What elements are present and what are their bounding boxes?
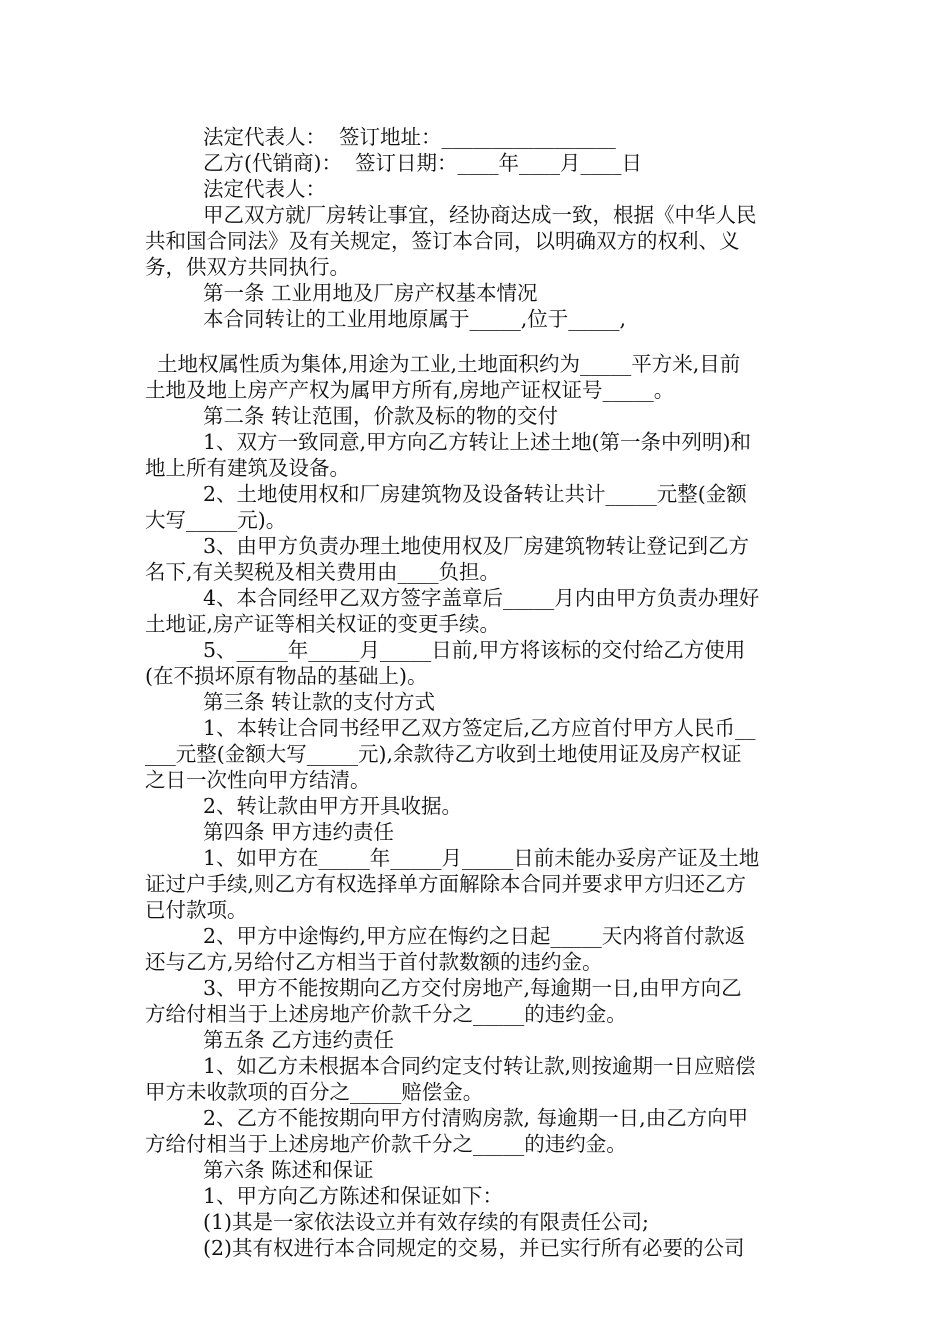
- article-2-item-2-cont: 大写_____元)。: [145, 508, 287, 532]
- article-2-item-4: 4、本合同经甲乙双方签字盖章后_____月内由甲方负责办理好: [203, 586, 760, 610]
- article-3-item-1-cont: ___元整(金额大写_____元),余款待乙方收到土地使用证及房产权证: [145, 742, 742, 766]
- article-2-heading: 第二条 转让范围，价款及标的物的交付: [203, 404, 559, 428]
- article-3-item-1: 1、本转让合同书经甲乙双方签定后,乙方应首付甲方人民币__: [203, 716, 756, 740]
- article-4-item-3-cont: 方给付相当于上述房地产价款千分之_____的违约金。: [145, 1002, 627, 1026]
- article-4-item-3: 3、甲方不能按期向乙方交付房地产,每逾期一日,由甲方向乙: [203, 976, 742, 1000]
- article-1-line: 本合同转让的工业用地原属于_____,位于_____,: [203, 307, 627, 331]
- article-2-item-1: 1、双方一致同意,甲方向乙方转让上述土地(第一条中列明)和: [203, 430, 752, 454]
- article-6-item-1: 1、甲方向乙方陈述和保证如下：: [203, 1184, 504, 1208]
- article-6-subitem-2: (2)其有权进行本合同规定的交易，并已实行所有必要的公司: [203, 1236, 745, 1260]
- article-2-item-4-cont: 土地证,房产证等相关权证的变更手续。: [145, 612, 501, 636]
- article-4-item-2: 2、甲方中途悔约,甲方应在悔约之日起_____天内将首付款返: [203, 924, 746, 948]
- article-4-item-1-cont: 已付款项。: [145, 898, 248, 922]
- article-3-heading: 第三条 转让款的支付方式: [203, 690, 436, 714]
- intro-paragraph-line: 甲乙双方就厂房转让事宜，经协商达成一致，根据《中华人民: [203, 203, 757, 227]
- article-4-item-2-cont: 还与乙方,另给付乙方相当于首付款数额的违约金。: [145, 950, 603, 974]
- article-2-item-2: 2、土地使用权和厂房建筑物及设备转让共计_____元整(金额: [203, 482, 747, 506]
- article-2-item-5: 5、_____年_____月_____日前,甲方将该标的交付给乙方使用: [203, 638, 746, 662]
- article-4-item-1-cont: 证过户手续,则乙方有权选择单方面解除本合同并要求甲方归还乙方: [145, 872, 747, 896]
- article-6-subitem-1: (1)其是一家依法设立并有效存续的有限责任公司;: [203, 1210, 649, 1234]
- signer-a-rep-line: 法定代表人： 签订地址：_________________: [203, 125, 616, 149]
- article-5-item-1-cont: 甲方未收款项的百分之_____赔偿金。: [145, 1080, 484, 1104]
- article-5-item-1: 1、如乙方未根据本合同约定支付转让款,则按逾期一日应赔偿: [203, 1054, 756, 1078]
- intro-paragraph-line: 务，供双方共同执行。: [145, 255, 350, 279]
- article-2-item-5-cont: (在不损坏原有物品的基础上)。: [145, 664, 428, 688]
- article-1-heading: 第一条 工业用地及厂房产权基本情况: [203, 281, 538, 305]
- article-4-item-1: 1、如甲方在_____年_____月_____日前未能办妥房产证及土地: [203, 846, 760, 870]
- article-2-item-1-cont: 地上所有建筑及设备。: [145, 456, 350, 480]
- article-5-item-2: 2、乙方不能按期向甲方付清购房款, 每逾期一日,由乙方向甲: [203, 1106, 749, 1130]
- article-2-item-3-cont: 名下,有关契税及相关费用由____负担。: [145, 560, 501, 584]
- article-1-line: 土地及地上房产产权为属甲方所有,房地产证权证号_____。: [145, 378, 675, 402]
- intro-paragraph-line: 共和国合同法》及有关规定，签订本合同，以明确双方的权利、义: [145, 229, 740, 253]
- article-1-line: 土地权属性质为集体,用途为工业,土地面积约为_____平方米,目前: [157, 352, 741, 376]
- article-5-heading: 第五条 乙方违约责任: [203, 1028, 395, 1052]
- signer-b-rep-line: 法定代表人：: [203, 177, 326, 201]
- article-3-item-2: 2、转让款由甲方开具收据。: [203, 794, 463, 818]
- party-b-line: 乙方(代销商)： 签订日期：____年____月____日: [203, 151, 643, 175]
- article-5-item-2-cont: 方给付相当于上述房地产价款千分之_____的违约金。: [145, 1132, 627, 1156]
- article-2-item-3: 3、由甲方负责办理土地使用权及厂房建筑物转让登记到乙方: [203, 534, 750, 558]
- article-6-heading: 第六条 陈述和保证: [203, 1158, 374, 1182]
- article-3-item-1-cont: 之日一次性向甲方结清。: [145, 768, 371, 792]
- article-4-heading: 第四条 甲方违约责任: [203, 820, 395, 844]
